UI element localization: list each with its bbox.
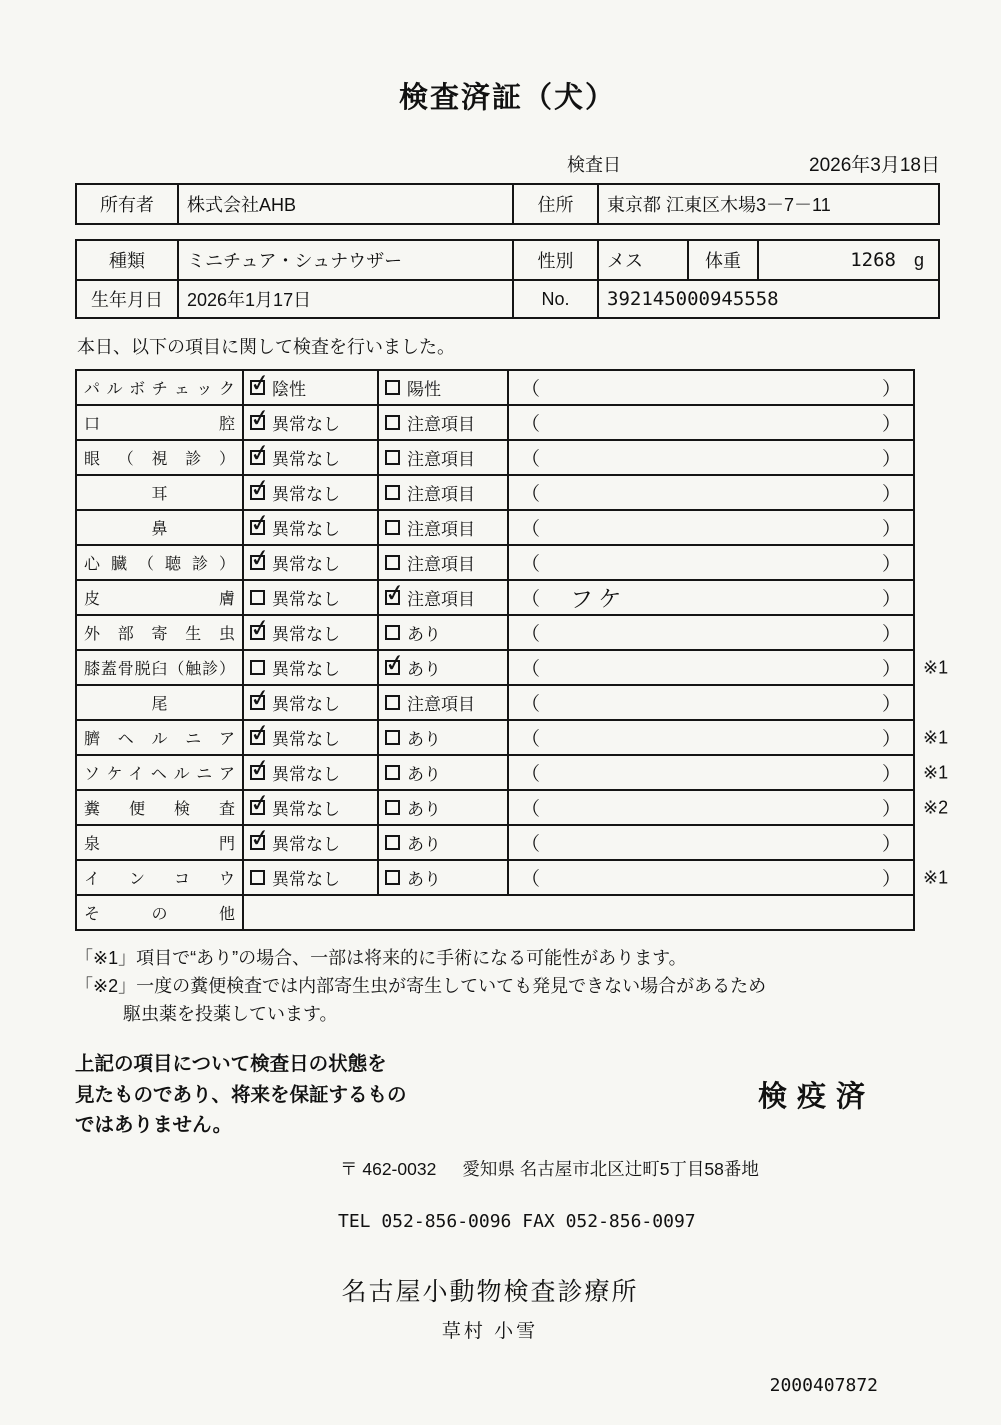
- birth-row: [77, 279, 938, 317]
- item-option-1-label: 異常なし: [272, 695, 340, 714]
- birth-value: 2026年1月17日: [177, 281, 512, 317]
- weight-label: 体重: [687, 241, 757, 279]
- inspection-item-box: [75, 579, 915, 616]
- inspection-item-box: [75, 894, 915, 931]
- breed-row: [77, 241, 938, 279]
- item-option-2-cell: [377, 406, 507, 439]
- item-option-2-cell: [377, 686, 507, 719]
- inspection-item-box: [75, 719, 915, 756]
- paren-open: （: [521, 589, 541, 610]
- item-option-2-label: あり: [407, 660, 441, 679]
- item-comment-cell: [507, 616, 913, 649]
- weight-value: 1268: [850, 249, 896, 271]
- item-label-cell: [77, 721, 242, 754]
- footnote-2-continued: 駆虫薬を投薬しています。: [123, 1004, 338, 1025]
- paren-close: ）: [881, 729, 901, 750]
- clinic-block: [75, 1272, 905, 1343]
- item-option-1-label: 異常なし: [272, 485, 340, 504]
- address-value: 東京都 江東区木場3－7－11: [597, 185, 938, 223]
- inspection-item-row: [75, 474, 915, 511]
- animal-info-table: [75, 239, 940, 319]
- item-option-1-cell: [242, 476, 377, 509]
- item-option-2-label: あり: [407, 800, 441, 819]
- inspection-item-row: [75, 789, 949, 826]
- item-comment-cell: [507, 406, 913, 439]
- inspection-item-box: [75, 369, 915, 406]
- item-label: 眼（視診）: [84, 451, 235, 468]
- owner-row: [77, 185, 938, 223]
- checkbox-unchecked-icon: [385, 695, 400, 710]
- paren-close: ）: [881, 519, 901, 540]
- inspection-date-row: [75, 150, 940, 177]
- inspection-items-table: [75, 369, 949, 931]
- item-label-cell: [77, 441, 242, 474]
- inspection-item-row: [75, 404, 915, 441]
- inspection-item-box: [75, 824, 915, 861]
- paren-close: ）: [881, 834, 901, 855]
- item-option-1-label: 異常なし: [272, 555, 340, 574]
- item-option-2-cell: [377, 616, 507, 649]
- item-option-1-cell: [242, 721, 377, 754]
- inspection-item-box: [75, 474, 915, 511]
- item-option-2-cell: [377, 476, 507, 509]
- paren-close: ）: [881, 554, 901, 575]
- item-reference-note: ※1: [923, 867, 949, 887]
- item-comment-cell: [507, 581, 913, 614]
- item-reference-note: ※1: [923, 657, 949, 677]
- clinic-address-line: [340, 1156, 1001, 1181]
- clinic-address: 愛知県 名古屋市北区辻町5丁目58番地: [462, 1158, 759, 1179]
- checkbox-unchecked-icon: [250, 870, 265, 885]
- weight-unit: g: [913, 249, 924, 270]
- paren-close: ）: [881, 624, 901, 645]
- paren-open: （: [521, 414, 541, 435]
- item-comment-cell: [507, 861, 913, 894]
- paren-close: ）: [881, 869, 901, 890]
- item-label-cell: [77, 546, 242, 579]
- inspection-date-label: 検査日: [567, 155, 621, 175]
- serial-number: 2000407872: [769, 1374, 878, 1396]
- inspection-item-box: [75, 859, 915, 896]
- checkbox-checked-icon: [250, 415, 265, 430]
- item-label-cell: [77, 791, 242, 824]
- item-label: 皮膚: [84, 591, 235, 608]
- item-comment-cell: [507, 651, 913, 684]
- paren-close: ）: [881, 764, 901, 785]
- item-label-cell: [77, 476, 242, 509]
- paren-close: ）: [881, 379, 901, 400]
- item-option-1-cell: [242, 581, 377, 614]
- clinic-name: 名古屋小動物検査診療所: [341, 1277, 639, 1306]
- item-label: 外部寄生虫: [84, 626, 235, 643]
- checkbox-unchecked-icon: [385, 800, 400, 815]
- item-option-1-cell: [242, 861, 377, 894]
- item-label-cell: [77, 896, 242, 929]
- checkbox-checked-icon: [250, 800, 265, 815]
- item-label-cell: [77, 826, 242, 859]
- paren-close: ）: [881, 799, 901, 820]
- address-label: 住所: [512, 185, 597, 223]
- item-label-cell: [77, 511, 242, 544]
- checkbox-unchecked-icon: [250, 590, 265, 605]
- inspection-item-row: [75, 509, 915, 546]
- disclaimer-text: [75, 1049, 407, 1140]
- no-value: 392145000945558: [597, 281, 938, 317]
- item-option-2-label: 注意項目: [407, 520, 475, 539]
- item-reference-note: ※2: [923, 797, 949, 817]
- breed-label: 種類: [109, 251, 145, 271]
- veterinarian-name: 草村 小雪: [441, 1320, 539, 1342]
- paren-close: ）: [881, 659, 901, 680]
- checkbox-unchecked-icon: [385, 765, 400, 780]
- paren-open: （: [521, 869, 541, 890]
- weight-cell: [757, 241, 938, 279]
- item-label: その他: [84, 906, 235, 923]
- paren-open: （: [521, 834, 541, 855]
- item-reference-note: ※1: [923, 727, 949, 747]
- checkbox-checked-icon: [250, 450, 265, 465]
- item-reference-note: ※1: [923, 762, 949, 782]
- disclaimer-line-2: 見たものであり、将来を保証するもの: [75, 1083, 407, 1106]
- paren-open: （: [521, 554, 541, 575]
- item-label-cell: [77, 861, 242, 894]
- checkbox-unchecked-icon: [385, 380, 400, 395]
- item-option-2-cell: [377, 826, 507, 859]
- item-label: 口腔: [84, 416, 235, 433]
- item-option-1-cell: [242, 406, 377, 439]
- item-option-1-label: 異常なし: [272, 520, 340, 539]
- item-option-1-cell: [242, 756, 377, 789]
- item-option-1-cell: [242, 651, 377, 684]
- birth-label: 生年月日: [91, 290, 163, 310]
- item-empty-cell: [242, 896, 913, 929]
- item-comment-cell: [507, 686, 913, 719]
- item-option-2-cell: [377, 651, 507, 684]
- item-label-cell: [77, 651, 242, 684]
- item-option-2-label: 注意項目: [407, 485, 475, 504]
- item-option-1-label: 異常なし: [272, 660, 340, 679]
- item-option-1-cell: [242, 546, 377, 579]
- checkbox-unchecked-icon: [385, 520, 400, 535]
- inspection-item-row: [75, 824, 915, 861]
- checkbox-unchecked-icon: [385, 870, 400, 885]
- paren-open: （: [521, 659, 541, 680]
- checkbox-unchecked-icon: [385, 835, 400, 850]
- handwritten-comment: フケ: [569, 584, 628, 613]
- paren-open: （: [521, 799, 541, 820]
- item-option-2-cell: [377, 861, 507, 894]
- inspection-item-row: [75, 894, 915, 931]
- inspection-item-box: [75, 614, 915, 651]
- checkbox-unchecked-icon: [250, 660, 265, 675]
- paren-open: （: [521, 729, 541, 750]
- checkbox-checked-icon: [385, 590, 400, 605]
- inspection-item-box: [75, 544, 915, 581]
- paren-close: ）: [881, 414, 901, 435]
- item-option-1-cell: [242, 441, 377, 474]
- item-comment-cell: [507, 791, 913, 824]
- checkbox-unchecked-icon: [385, 485, 400, 500]
- item-option-1-cell: [242, 686, 377, 719]
- item-option-2-label: あり: [407, 730, 441, 749]
- sex-label: 性別: [512, 241, 597, 279]
- item-option-1-cell: [242, 371, 377, 404]
- paren-close: ）: [881, 484, 901, 505]
- inspection-item-box: [75, 754, 915, 791]
- checkbox-checked-icon: [250, 730, 265, 745]
- inspection-item-box: [75, 509, 915, 546]
- checkbox-checked-icon: [250, 625, 265, 640]
- item-option-1-label: 異常なし: [272, 835, 340, 854]
- item-label: 心臓（聴診）: [84, 556, 235, 573]
- page-title: 検査済証（犬）: [398, 82, 616, 114]
- checkbox-checked-icon: [250, 835, 265, 850]
- item-option-1-cell: [242, 791, 377, 824]
- item-label-cell: [77, 371, 242, 404]
- item-label: 鼻: [151, 521, 168, 538]
- item-option-2-cell: [377, 441, 507, 474]
- paren-close: ）: [881, 449, 901, 470]
- inspection-item-box: [75, 439, 915, 476]
- checkbox-unchecked-icon: [385, 625, 400, 640]
- item-option-2-cell: [377, 791, 507, 824]
- inspection-item-row: [75, 369, 915, 406]
- item-option-1-cell: [242, 616, 377, 649]
- item-label-cell: [77, 756, 242, 789]
- item-option-2-label: あり: [407, 870, 441, 889]
- quarantine-passed-stamp: 検疫済: [757, 1081, 875, 1114]
- item-label-cell: [77, 616, 242, 649]
- item-option-1-label: 異常なし: [272, 590, 340, 609]
- disclaimer-line-3: ではありません。: [75, 1113, 233, 1136]
- item-option-1-label: 異常なし: [272, 730, 340, 749]
- item-option-1-label: 陰性: [272, 380, 306, 399]
- footnote-1: 「※1」項目で“あり”の場合、一部は将来的に手術になる可能性があります。: [75, 948, 687, 968]
- item-option-1-label: 異常なし: [272, 625, 340, 644]
- item-label: ソケイヘルニア: [84, 766, 235, 783]
- item-option-1-label: 異常なし: [272, 450, 340, 469]
- paren-open: （: [521, 624, 541, 645]
- paren-close: ）: [881, 589, 901, 610]
- checkbox-unchecked-icon: [385, 730, 400, 745]
- inspection-item-row: [75, 544, 915, 581]
- item-label: 糞便検査: [84, 801, 235, 818]
- item-option-1-label: 異常なし: [272, 415, 340, 434]
- paren-close: ）: [881, 694, 901, 715]
- item-label: 耳: [151, 486, 168, 503]
- item-label-cell: [77, 686, 242, 719]
- clinic-postal-code: 〒 462-0032: [340, 1158, 437, 1179]
- checkbox-checked-icon: [250, 555, 265, 570]
- item-option-1-cell: [242, 826, 377, 859]
- checkbox-checked-icon: [385, 660, 400, 675]
- item-option-2-label: 陽性: [407, 380, 441, 399]
- inspection-item-box: [75, 789, 915, 826]
- checkbox-checked-icon: [250, 485, 265, 500]
- item-comment-cell: [507, 721, 913, 754]
- owner-label: 所有者: [100, 195, 154, 215]
- item-label-cell: [77, 406, 242, 439]
- inspection-item-row: [75, 614, 915, 651]
- item-label: 泉門: [84, 836, 235, 853]
- inspection-item-row: [75, 649, 949, 686]
- item-comment-cell: [507, 546, 913, 579]
- item-option-2-label: 注意項目: [407, 695, 475, 714]
- checkbox-unchecked-icon: [385, 415, 400, 430]
- footnotes: [75, 945, 955, 1027]
- item-option-1-label: 異常なし: [272, 800, 340, 819]
- owner-value: 株式会社AHB: [177, 185, 512, 223]
- item-option-2-label: あり: [407, 765, 441, 784]
- footnote-2: 「※2」一度の糞便検査では内部寄生虫が寄生していても発見できない場合があるため: [75, 976, 767, 997]
- owner-table: [75, 183, 940, 225]
- inspection-item-row: [75, 859, 949, 896]
- intro-text: 本日、以下の項目に関して検査を行いました。: [77, 337, 455, 357]
- item-option-2-label: 注意項目: [407, 450, 475, 469]
- item-comment-cell: [507, 826, 913, 859]
- inspection-item-box: [75, 684, 915, 721]
- item-label: インコウ: [84, 871, 235, 888]
- item-comment-cell: [507, 756, 913, 789]
- inspection-item-row: [75, 684, 915, 721]
- item-option-1-label: 異常なし: [272, 765, 340, 784]
- item-label-cell: [77, 581, 242, 614]
- inspection-item-row: [75, 719, 949, 756]
- item-option-2-cell: [377, 546, 507, 579]
- item-option-2-cell: [377, 581, 507, 614]
- breed-value: ミニチュア・シュナウザー: [177, 241, 512, 279]
- disclaimer-stamp-row: [75, 1049, 955, 1140]
- sex-value: メス: [597, 241, 687, 279]
- item-option-2-label: 注意項目: [407, 590, 475, 609]
- checkbox-checked-icon: [250, 380, 265, 395]
- paren-open: （: [521, 484, 541, 505]
- item-option-2-label: 注意項目: [407, 555, 475, 574]
- inspection-item-row: [75, 439, 915, 476]
- item-option-1-label: 異常なし: [272, 870, 340, 889]
- item-comment-cell: [507, 441, 913, 474]
- inspection-item-box: [75, 404, 915, 441]
- item-option-2-label: あり: [407, 625, 441, 644]
- inspection-item-row: [75, 579, 915, 616]
- checkbox-checked-icon: [250, 765, 265, 780]
- item-option-2-cell: [377, 371, 507, 404]
- checkbox-checked-icon: [250, 695, 265, 710]
- clinic-phone-line: TEL 052-856-0096 FAX 052-856-0097: [338, 1210, 696, 1232]
- item-option-2-cell: [377, 721, 507, 754]
- checkbox-checked-icon: [250, 520, 265, 535]
- item-comment-cell: [507, 511, 913, 544]
- checkbox-unchecked-icon: [385, 555, 400, 570]
- item-label: パルボチェック: [84, 381, 235, 398]
- inspection-date-value: 2026年3月18日: [809, 155, 940, 176]
- item-label: 尾: [151, 696, 168, 713]
- item-label: 膝蓋骨脱臼（触診）: [84, 661, 235, 678]
- paren-open: （: [521, 449, 541, 470]
- no-label: No.: [512, 281, 597, 317]
- item-comment-cell: [507, 476, 913, 509]
- item-option-2-label: 注意項目: [407, 415, 475, 434]
- item-option-2-cell: [377, 756, 507, 789]
- disclaimer-line-1: 上記の項目について検査日の状態を: [75, 1053, 387, 1076]
- checkbox-unchecked-icon: [385, 450, 400, 465]
- paren-open: （: [521, 764, 541, 785]
- item-option-2-cell: [377, 511, 507, 544]
- item-option-2-label: あり: [407, 835, 441, 854]
- paren-open: （: [521, 519, 541, 540]
- item-option-1-cell: [242, 511, 377, 544]
- item-label: 臍ヘルニア: [84, 731, 235, 748]
- inspection-item-box: [75, 649, 915, 686]
- paren-open: （: [521, 694, 541, 715]
- inspection-item-row: [75, 754, 949, 791]
- item-comment-cell: [507, 371, 913, 404]
- paren-open: （: [521, 379, 541, 400]
